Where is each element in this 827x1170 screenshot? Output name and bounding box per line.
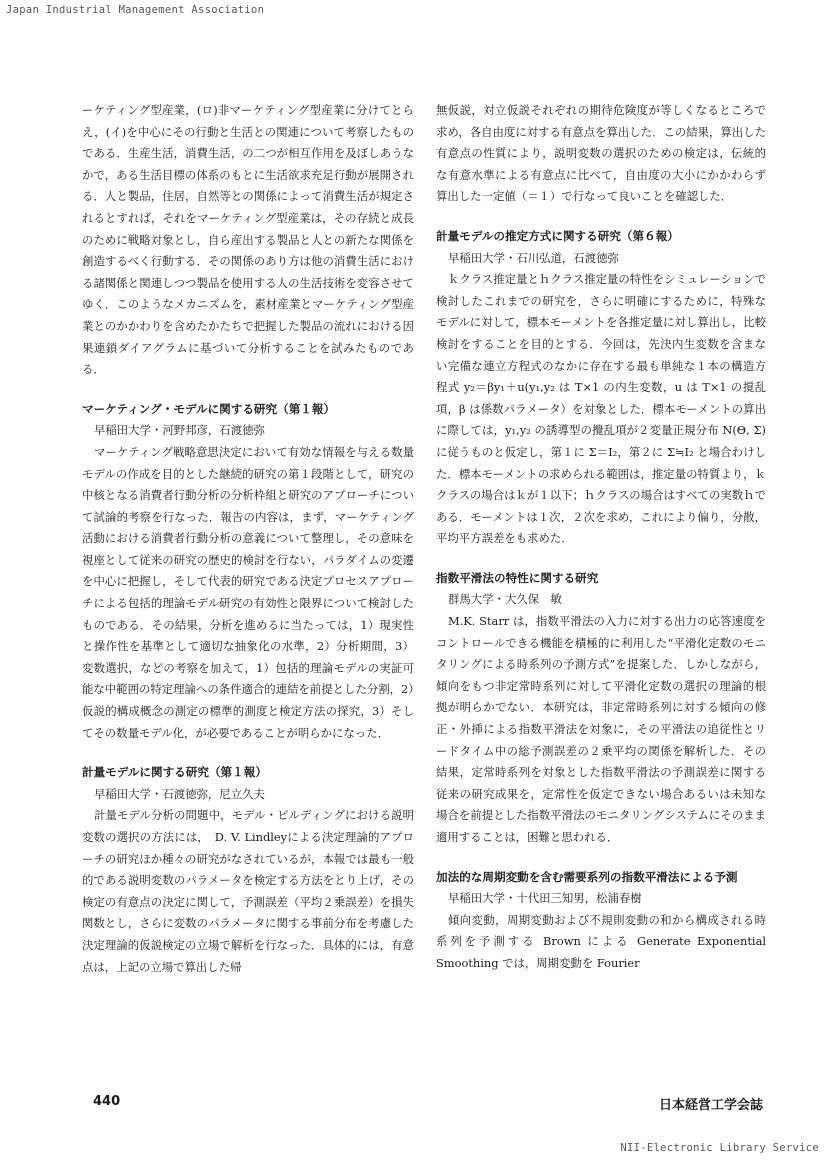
section-title: マーケティング・モデルに関する研究（第１報） bbox=[82, 401, 336, 416]
section-title: 指数平滑法の特性に関する研究 bbox=[436, 570, 599, 585]
journal-name: 日本経営工学会誌 bbox=[658, 1098, 763, 1113]
section-body: 計量モデル分析の問題中，モデル・ビルディングにおける説明変数の選択の方法には， D. V. Lindleyによる決定理論的アプローチの研究ほか種々の研究がなされているが，本報では最も一般的である説明変数のパラメータを検定する方法をとり上げ，その検定の有意点の決定に関して，予測誤差（平均２乗誤差）を損失関数とし，さらに変数のパラメータに関する事前分布を考慮した決定理論的仮説検定の立場で解析を行なった．具体的には，有意点は，上記の立場で算出した帰 bbox=[82, 808, 414, 974]
continued-paragraph: 無仮説，対立仮説それぞれの期待危険度が等しくなるところで求め，各自由度に対する有意点を算出した．この結果，算出した有意点の性質により，説明変数の選択のための検定は，伝統的な有意水準による有意点に比べて，自由度の大小にかかわらず算出した一定値（＝１）で行なって良いことを確認した． bbox=[436, 103, 766, 204]
section-authors: 早稲田大学・河野邦彦，石渡徳弥 bbox=[94, 423, 265, 438]
section-body: M.K. Starr は，指数平滑法の入力に対する出力の応答速度をコントロールできる機能を積極的に利用した“平滑化定数のモニタリングによる時系列の予測方式”を提案した．しかしながら，傾向をもつ非定常時系列に対して平滑化定数の選択の理論的根拠が明らかでない．本研究は，非定常時系列に対する傾向の修正・外挿による指数平滑法を対象に，その平滑法の追従性とリードタイム中の総予測誤差の２乗平均の関係を解析した．その結果，定常時系列を対象とした指数平滑法の予測誤差に関する従来の研究成果を，定常性を仮定できない場合あるいは未知な場合を前提とした指数平滑法のモニタリングシステムにそのまま適用することは，困難と思われる． bbox=[436, 614, 766, 844]
section-title: 計量モデルに関する研究（第１報） bbox=[82, 765, 267, 780]
section-body: マーケティング戦略意思決定において有効な情報を与える数量モデルの作成を目的とした継続的研究の第１段階として，研究の中核となる消費者行動分析の分析枠組と研究のアプローチについて試論的考察を行なった．報告の内容は，まず，マーケティング活動における消費者行動分析の意義について整理し，その意味を視座として従来の研究の歴史的検討を行ない，パラダイムの変遷を中心に把握し，そして代表的研究である決定プロセスアプローチによる包括的理論モデル研究の有効性と限界について検討したものである．その結果，分析を進めるに当たっては，1）現実性と操作性を基準として適切な抽象化の水準，2）分析期間，3）変数選択，などの考察を加えて，1）包括的理論モデルの実証可能な中範囲の特定理論への条件適合的連結を前提とした分割，2）仮説的構成概念の測定の標準的測度と検定方法の探究，3）そしてその数量モデル化，が必要であることが明らかになった． bbox=[82, 444, 414, 740]
page-number: 440 bbox=[93, 1094, 121, 1109]
library-service-label: NII-Electronic Library Service bbox=[620, 1142, 819, 1154]
section-body: ｋクラス推定量とｈクラス推定量の特性をシミュレーションで検討したこれまでの研究を，さらに明確にするために，特殊なモデルに対して，標本モーメントを各推定量に対し算出し，比較検討をすることを目的とする．今回は，先決内生変数を含まない完備な連立方程式のなかに存在する最も単純な１本の構造方程式 y₂＝βy₁＋u(y₁,y₂ は T×1 の内生変数，u は T×1 の撹乱項，β は係数パラメータ）を対象とした．標本モーメントの算出に際しては，y₁,y₂ の誘導型の攪乱項が２変量正規分布 N(Θ, Σ) に従うものと仮定し，第１に Σ＝I₂，第２に Σ≒I₂ と場合わけした．標本モーメントの求められる範囲は，推定量の特質より，ｋクラスの場合はｋが１以下；ｈクラスの場合はすべての実数ｈである．モーメントは１次，２次を求め，これにより偏り，分散，平均平方誤差をも求めた． bbox=[436, 272, 766, 546]
header-association: Japan Industrial Management Association bbox=[6, 4, 265, 16]
section-title: 計量モデルの推定方式に関する研究（第６報） bbox=[436, 228, 679, 243]
section-body: 傾向変動，周期変動および不規則変動の和から構成される時系列を予測する Brown による Generate Exponential Smoothing では，周期変動を Fourier bbox=[436, 912, 766, 970]
section-authors: 早稲田大学・石渡徳弥，尼立久夫 bbox=[94, 786, 265, 801]
section-authors: 群馬大学・大久保 敏 bbox=[448, 592, 562, 607]
section-authors: 早稲田大学・十代田三知男，松浦春樹 bbox=[448, 891, 642, 906]
right-column bbox=[436, 100, 766, 975]
section-title: 加法的な周期変動を含む需要系列の指数平滑法による予測 bbox=[436, 869, 738, 884]
intro-paragraph: ーケティング型産業，(ロ)非マーケティング型産業に分けてとらえ，(イ)を中心にその行動と生活との関連について考察したものである．生産生活，消費生活，の二つが相互作用を及ぼしあうなかで，ある生活目標の体系のもとに生活欲求充足行動が展開される．人と製品，住居，自然等との関係によって消費生活が規定されるとすれば，それをマーケティング型産業は，その存続と成長のために戦略対象とし，自ら産出する製品と人との新たな関係を創造するべく行動する．その関係のあり方は他の消費生活における諸関係と関連しつつ製品を使用する人の生活技術を変容させてゆく．このようなメカニズムを，素材産業とマーケティング型産業とのかかわりを含めたかたちで把握した製品の流れにおける因果連鎖ダイアグラムに基づいて分析することを試みたものである． bbox=[82, 103, 414, 377]
left-column bbox=[82, 100, 414, 978]
section-authors: 早稲田大学・石川弘道，石渡徳弥 bbox=[448, 250, 619, 265]
